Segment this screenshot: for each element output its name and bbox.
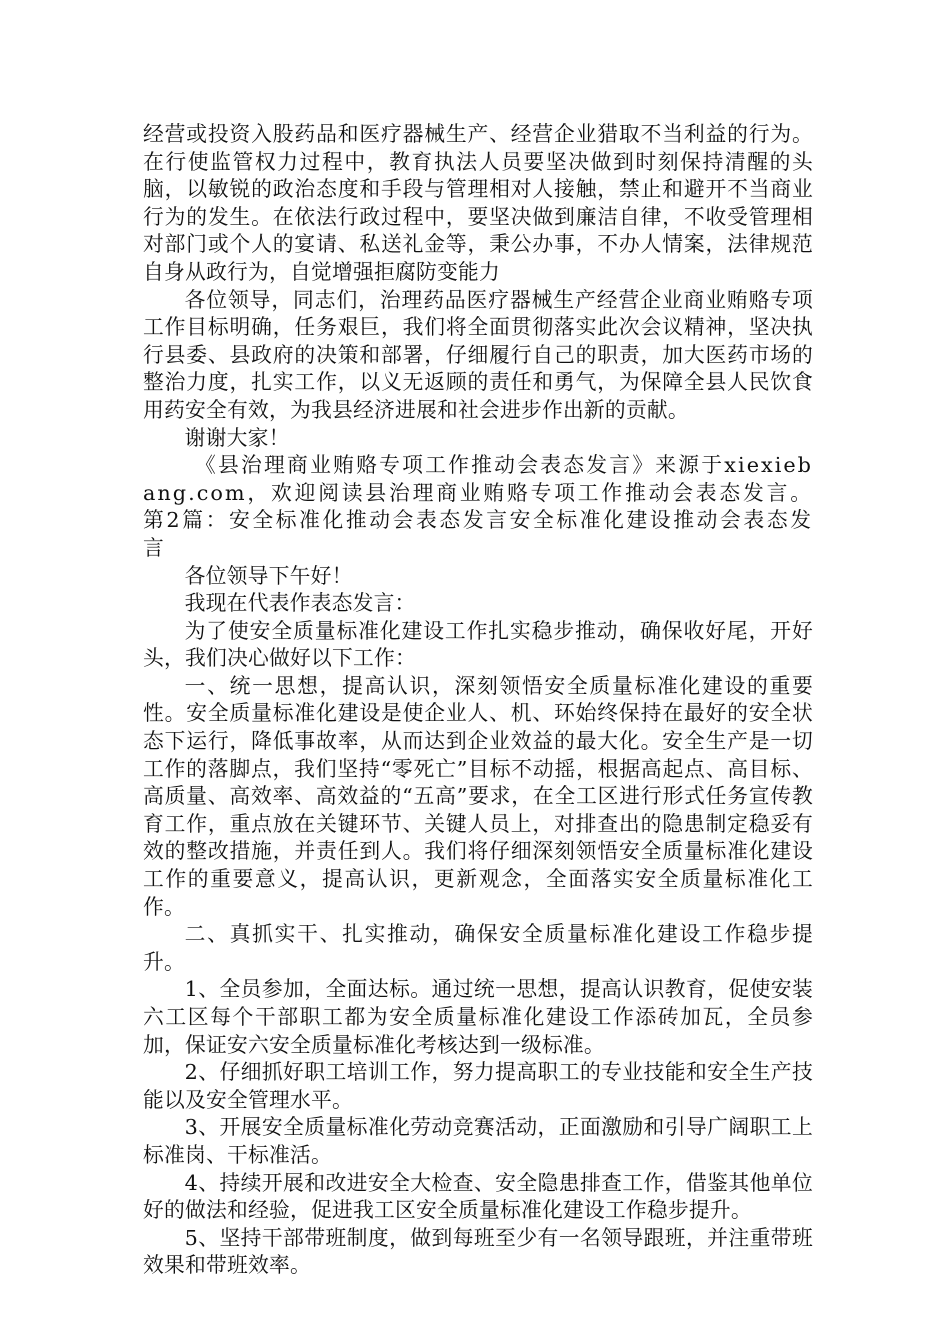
paragraph-9: 二、真抓实干、扎实推动，确保安全质量标准化建设工作稳步提升。 (143, 922, 813, 974)
paragraph-10: 1、全员参加，全面达标。通过统一思想，提高认识教育，促使安装六工区每个干部职工都为安全质量标准化建设工作添砖加瓦，全员参加，保证安六安全质量标准化考核达到一级标准。 (143, 977, 813, 1057)
paragraph-8: 一、统一思想，提高认识，深刻领悟安全质量标准化建设的重要性。安全质量标准化建设是使企业人、机、环始终保持在最好的安全状态下运行，降低事故率，从而达到企业效益的最大化。安全生产是一切工作的落脚点，我们坚持“零死亡”目标不动摇，根据高起点、高目标、高质量、高效率、高效益的“五高”要求，在全工区进行形式任务宣传教育工作，重点放在关键环节、关键人员上，对排查出的隐患制定稳妥有效的整改措施，并责任到人。我们将仔细深刻领悟安全质量标准化建设工作的重要意义，提高认识，更新观念，全面落实安全质量标准化工作。 (143, 673, 813, 919)
paragraph-6: 我现在代表作表态发言： (184, 591, 416, 616)
paragraph-5: 各位领导下午好！ (184, 563, 353, 588)
paragraph-14: 5、坚持干部带班制度，做到每班至少有一名领导跟班，并注重带班效果和带班效率。 (143, 1225, 813, 1278)
paragraph-1: 经营或投资入股药品和医疗器械生产、经营企业猎取不当利益的行为。在行使监管权力过程中，教育执法人员要坚决做到时刻保持清醒的头脑，以敏锐的政治态度和手段与管理相对人接触，禁止和避开不当商业行为的发生。在依法行政过程中，要坚决做到廉洁自律，不收受管理相对部门或个人的宴请、私送礼金等，秉公办事，不办人情案，法律规范自身从政行为，自觉增强拒腐防变能力 (143, 122, 813, 284)
paragraph-13: 4、持续开展和改进安全大检查、安全隐患排查工作，借鉴其他单位好的做法和经验，促进我工区安全质量标准化建设工作稳步提升。 (143, 1170, 813, 1223)
paragraph-7: 为了使安全质量标准化建设工作扎实稳步推动，确保收好尾，开好头，我们决心做好以下工作： (143, 618, 813, 671)
paragraph-4: 《县治理商业贿赂专项工作推动会表态发言》来源于xiexiebang.com，欢迎阅读县治理商业贿赂专项工作推动会表态发言。第2篇：安全标准化推动会表态发言安全标准化建设推动会表态发言 (143, 453, 813, 560)
document-body (143, 121, 813, 1280)
paragraph-2: 各位领导，同志们，治理药品医疗器械生产经营企业商业贿赂专项工作目标明确，任务艰巨，我们将全面贯彻落实此次会议精神，坚决执行县委、县政府的决策和部署，仔细履行自己的职责，加大医药市场的整治力度，扎实工作，以义无返顾的责任和勇气，为保障全县人民饮食用药安全有效，为我县经济进展和社会进步作出新的贡献。 (143, 287, 813, 422)
paragraph-3: 谢谢大家！ (184, 425, 290, 450)
paragraph-12: 3、开展安全质量标准化劳动竞赛活动，正面激励和引导广阔职工上标准岗、干标准活。 (143, 1115, 813, 1167)
paragraph-11: 2、仔细抓好职工培训工作，努力提高职工的专业技能和安全生产技能以及安全管理水平。 (143, 1060, 813, 1112)
